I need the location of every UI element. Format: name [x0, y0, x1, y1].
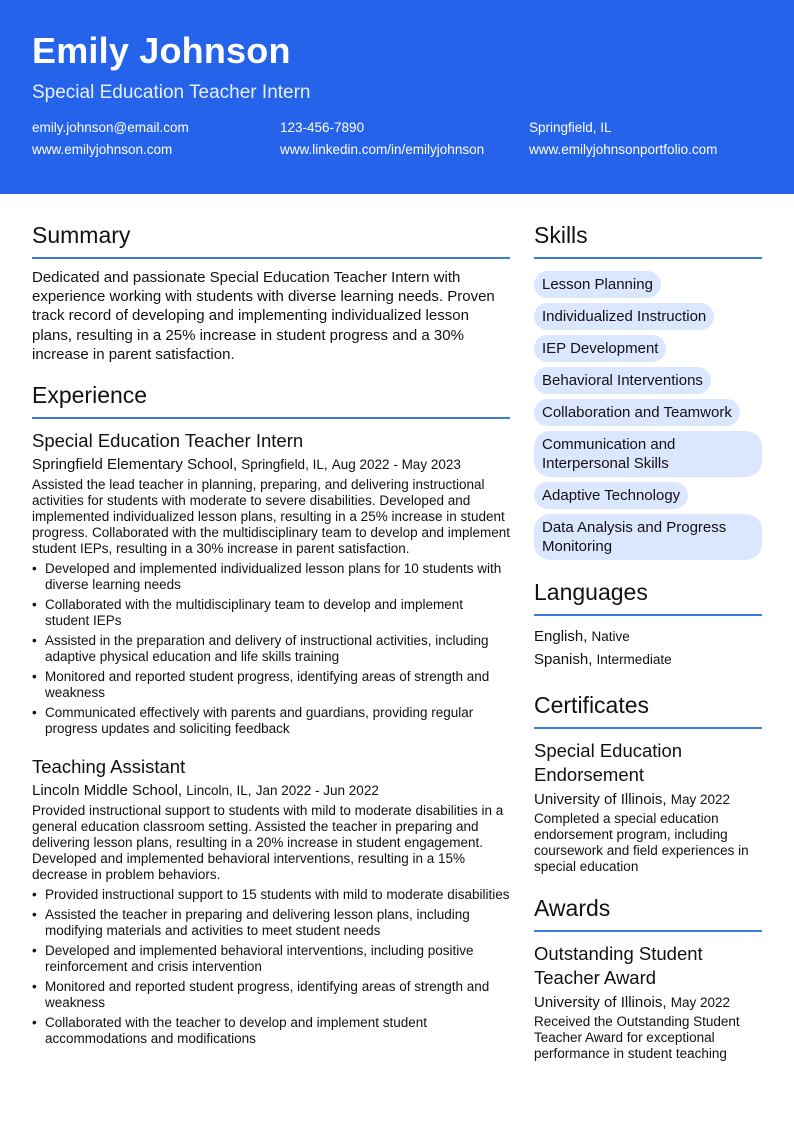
certificate-meta [534, 790, 762, 810]
job-description: Assisted the lead teacher in planning, preparing, and delivering instructional activities for students with moderate to severe disabilities. Developed and implemented individualized lesson plans, resulting in a 25% increase in student progress. Collaborated with the multidisciplinary team to develop and implement student IEPs, resulting in a 30% increase in parent satisfaction. [32, 477, 510, 557]
language-name: English, [534, 628, 588, 645]
section-title-experience: Experience [32, 382, 510, 419]
job-title: Special Education Teacher Intern [32, 430, 304, 452]
skill-tag: Adaptive Technology [534, 482, 688, 509]
experience-section [32, 382, 510, 1047]
job-dates: Aug 2022 - May 2023 [331, 457, 461, 473]
certificates-section [534, 692, 762, 875]
list-item: • Assisted the teacher in preparing and delivering lesson plans, including modifying materials and activities to meet student needs [32, 907, 510, 939]
job-entry [32, 755, 510, 1047]
certificate-organization: University of Illinois, [534, 791, 667, 808]
job-location: Springfield, IL, [241, 457, 328, 473]
certificate-entry [534, 739, 762, 875]
job-meta [32, 781, 510, 801]
skill-tag: Individualized Instruction [534, 303, 714, 330]
section-title-awards: Awards [534, 895, 762, 932]
award-meta [534, 993, 762, 1013]
list-item: • Monitored and reported student progress, identifying areas of strength and weakness [32, 669, 510, 701]
side-column [534, 222, 762, 1082]
job-location: Lincoln, IL, [186, 783, 252, 799]
contact-email[interactable]: emily.johnson@email.com [32, 120, 189, 135]
job-meta [32, 455, 510, 475]
job-entry [32, 429, 510, 737]
skills-section [534, 222, 762, 560]
language-level: Native [591, 629, 630, 644]
languages-list [534, 625, 762, 671]
job-bullets [32, 887, 510, 1047]
list-item: • Provided instructional support to 15 students with mild to moderate disabilities [32, 887, 510, 903]
summary-section [32, 222, 510, 364]
award-entry [534, 942, 762, 1062]
skill-tag: Behavioral Interventions [534, 367, 711, 394]
contact-website[interactable]: www.emilyjohnson.com [32, 142, 173, 157]
job-bullets [32, 561, 510, 737]
job-organization: Lincoln Middle School, [32, 782, 183, 800]
award-title: Outstanding Student Teacher Award [534, 943, 703, 988]
list-item: • Collaborated with the teacher to develop and implement student accommodations and modifications [32, 1015, 510, 1047]
job-dates: Jan 2022 - Jun 2022 [255, 783, 379, 799]
certificate-description: Completed a special education endorsement program, including coursework and field experiences in special education [534, 811, 749, 874]
contact-info [32, 120, 772, 157]
summary-text: Dedicated and passionate Special Education Teacher Intern with experience working with students with diverse learning needs. Proven track record of developing and implementing individualized lesson plans, resulting in a 25% increase in student progress and a 30% increase in parent satisfaction. [32, 269, 495, 363]
section-title-summary: Summary [32, 222, 510, 259]
language-item [534, 625, 762, 648]
contact-portfolio[interactable]: www.emilyjohnsonportfolio.com [529, 142, 718, 157]
language-name: Spanish, [534, 651, 593, 668]
skills-list [534, 271, 762, 560]
section-title-certificates: Certificates [534, 692, 762, 729]
skill-tag: Communication and Interpersonal Skills [534, 431, 762, 477]
award-date: May 2022 [670, 995, 731, 1010]
skill-tag: Data Analysis and Progress Monitoring [534, 514, 762, 560]
list-item: • Developed and implemented behavioral interventions, including positive reinforcement and crisis intervention [32, 943, 510, 975]
contact-location: Springfield, IL [529, 120, 612, 135]
certificate-title: Special Education Endorsement [534, 740, 683, 785]
job-organization: Springfield Elementary School, [32, 456, 238, 474]
language-item [534, 648, 762, 671]
list-item: • Developed and implemented individualized lesson plans for 10 students with diverse learning needs [32, 561, 510, 593]
language-level: Intermediate [596, 652, 672, 667]
award-description: Received the Outstanding Student Teacher Award for exceptional performance in student teaching [534, 1014, 740, 1061]
awards-section [534, 895, 762, 1062]
candidate-name: Emily Johnson [32, 30, 291, 71]
section-title-languages: Languages [534, 579, 762, 616]
job-title: Teaching Assistant [32, 756, 186, 778]
contact-phone[interactable]: 123-456-7890 [280, 120, 365, 135]
list-item: • Monitored and reported student progress, identifying areas of strength and weakness [32, 979, 510, 1011]
main-column [32, 222, 510, 1051]
skill-tag: Lesson Planning [534, 271, 661, 298]
skill-tag: Collaboration and Teamwork [534, 399, 740, 426]
resume-header [0, 0, 794, 194]
languages-section [534, 579, 762, 671]
list-item: • Assisted in the preparation and delivery of instructional activities, including adaptive physical education and life skills training [32, 633, 510, 665]
skill-tag: IEP Development [534, 335, 666, 362]
candidate-role: Special Education Teacher Intern [32, 82, 311, 103]
job-description: Provided instructional support to students with mild to moderate disabilities in a general education classroom setting. Assisted the teacher in preparing and delivering lesson plans, resulting in a 20% increase in student engagement. Developed and implemented behavioral interventions, resulting in a 15% decrease in problem behaviors. [32, 803, 504, 883]
certificate-date: May 2022 [670, 792, 731, 807]
list-item: • Communicated effectively with parents and guardians, providing regular progress updates and soliciting feedback [32, 705, 510, 737]
contact-linkedin[interactable]: www.linkedin.com/in/emilyjohnson [280, 142, 485, 157]
section-title-skills: Skills [534, 222, 762, 259]
list-item: • Collaborated with the multidisciplinary team to develop and implement student IEPs [32, 597, 510, 629]
award-organization: University of Illinois, [534, 994, 667, 1011]
